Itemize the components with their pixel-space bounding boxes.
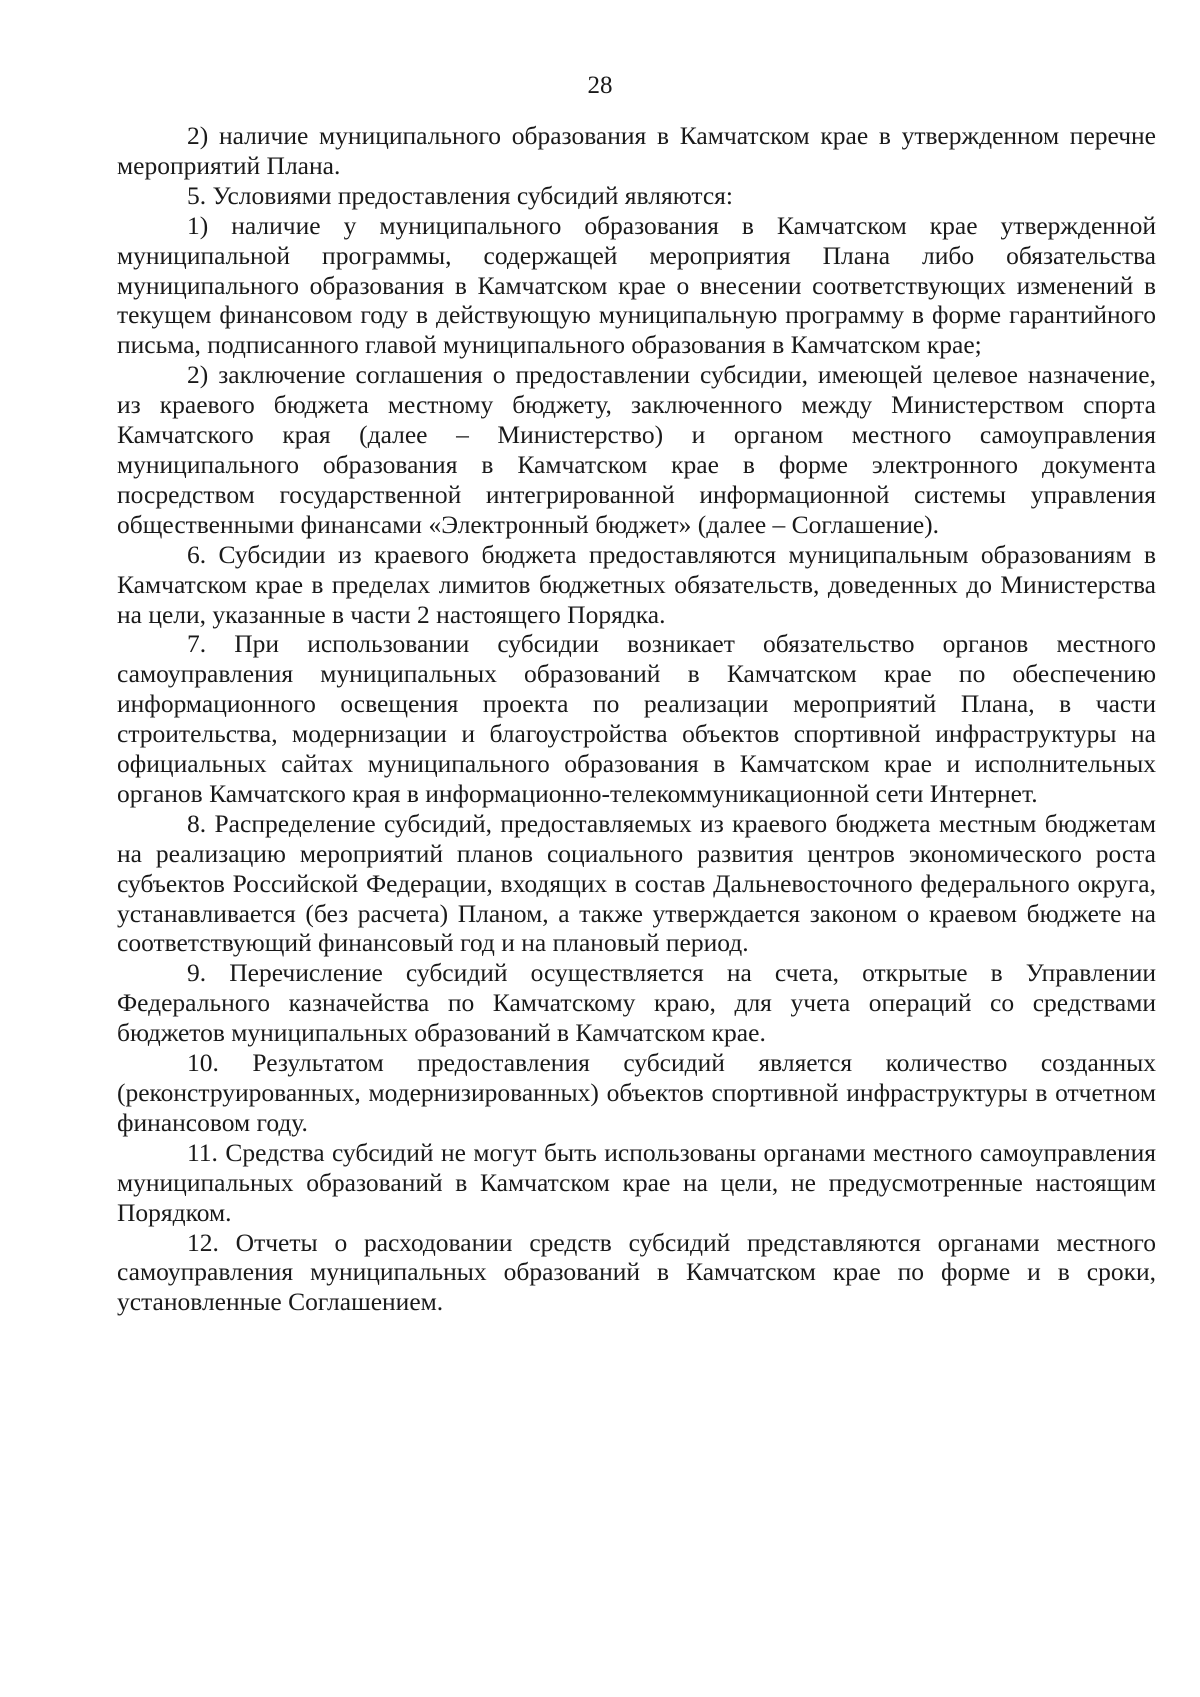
- page-number: 28: [587, 72, 613, 99]
- paragraph-section-6: 6. Субсидии из краевого бюджета предоставляются муниципальным образованиям в Камчатском крае в пределах лимитов бюджетных обязательств, доведенных до Министерства на цели, указанные в части 2 настоящего Порядка.: [117, 539, 1156, 629]
- paragraph-section-5: 5. Условиями предоставления субсидий являются:: [187, 180, 733, 210]
- paragraph-section-9: 9. Перечисление субсидий осуществляется на счета, открытые в Управлении Федерального казначейства по Камчатскому краю, для учета операций со средствами бюджетов муниципальных образований в Камчатском крае.: [117, 958, 1156, 1048]
- paragraph-section-11: 11. Средства субсидий не могут быть использованы органами местного самоуправления муниципальных образований в Камчатском крае на цели, не предусмотренные настоящим Порядком.: [117, 1137, 1156, 1227]
- document-body: [117, 121, 1156, 1317]
- paragraph-section-10: 10. Результатом предоставления субсидий является количество созданных (реконструированных, модернизированных) объектов спортивной инфраструктуры в отчетном финансовом году.: [117, 1048, 1156, 1137]
- paragraph-section-5-item-1: 1) наличие у муниципального образования в Камчатском крае утвержденной муниципальной программы, содержащей мероприятия Плана либо обязательства муниципального образования в Камчатском крае о внесении соответствующих изменений в текущем финансовом году в действующую муниципальную программу в форме гарантийного письма, подписанного главой муниципального образования в Камчатском крае;: [117, 210, 1156, 360]
- paragraph-section-8: 8. Распределение субсидий, предоставляемых из краевого бюджета местным бюджетам на реализацию мероприятий планов социального развития центров экономического роста субъектов Российской Федерации, входящих в состав Дальневосточного федерального округа, устанавливается (без расчета) Планом, а также утверждается законом о краевом бюджете на соответствующий финансовый год и на плановый период.: [117, 808, 1156, 958]
- paragraph-item-2-criterion: 2) наличие муниципального образования в Камчатском крае в утвержденном перечне мероприятий Плана.: [117, 121, 1156, 180]
- paragraph-section-7: 7. При использовании субсидии возникает обязательство органов местного самоуправления муниципальных образований в Камчатском крае по обеспечению информационного освещения проекта по реализации мероприятий Плана, в части строительства, модернизации и благоустройства объектов спортивной инфраструктуры на официальных сайтах муниципального образования в Камчатском крае и исполнительных органов Камчатского края в информационно-телекоммуникационной сети Интернет.: [117, 629, 1156, 808]
- paragraph-section-5-item-2: 2) заключение соглашения о предоставлении субсидии, имеющей целевое назначение, из краевого бюджета местному бюджету, заключенного между Министерством спорта Камчатского края (далее – Министерство) и органом местного самоуправления муниципального образования в Камчатском крае в форме электронного документа посредством государственной интегрированной информационной системы управления общественными финансами «Электронный бюджет» (далее – Соглашение).: [117, 360, 1156, 539]
- paragraph-section-12: 12. Отчеты о расходовании средств субсидий представляются органами местного самоуправления муниципальных образований в Камчатском крае по форме и в сроки, установленные Соглашением.: [117, 1227, 1156, 1317]
